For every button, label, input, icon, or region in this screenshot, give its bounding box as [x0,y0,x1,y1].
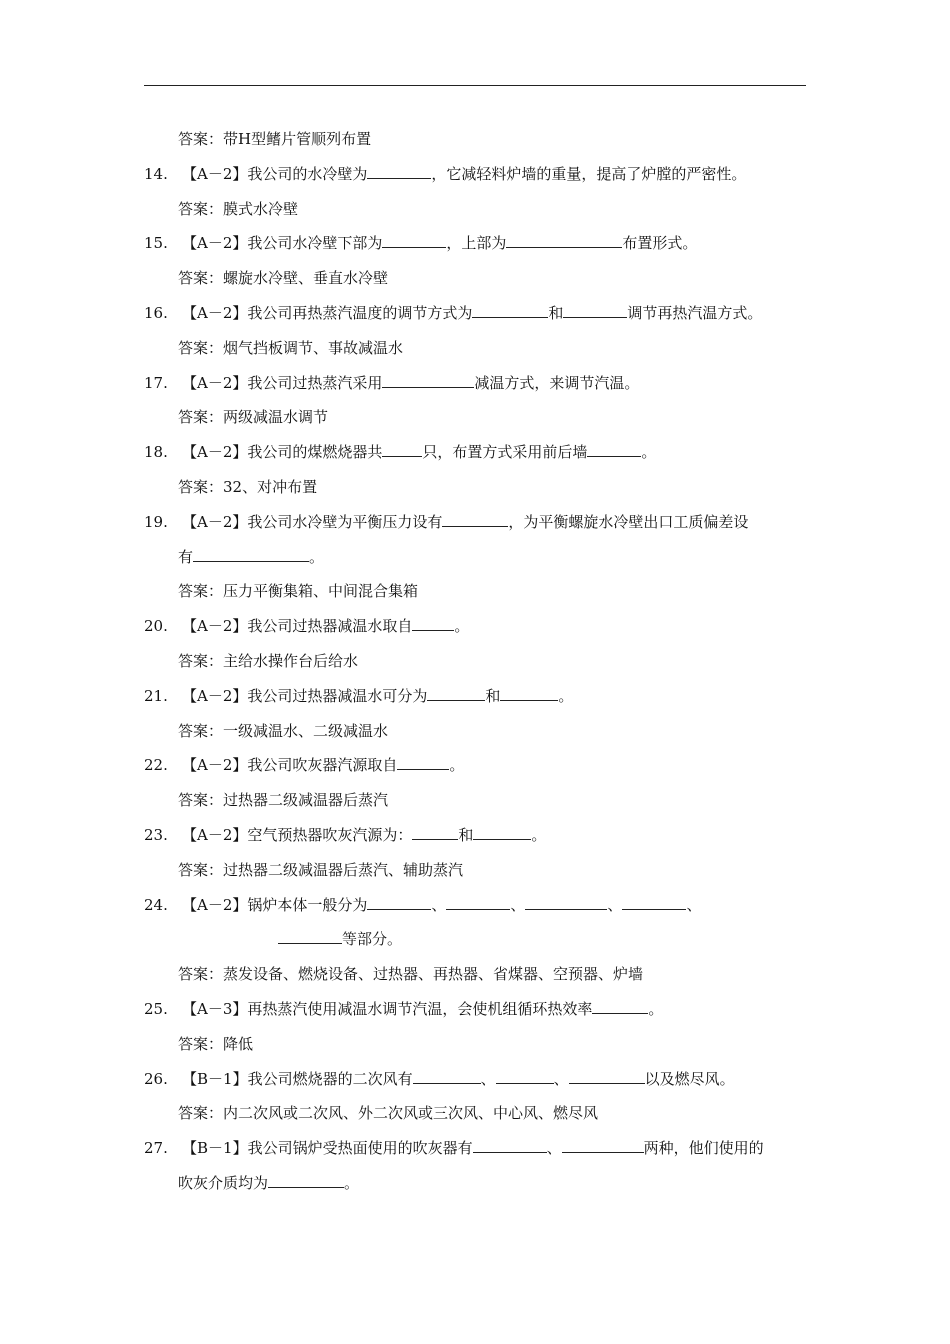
answer-line [0,261,950,296]
question-list [0,122,950,1201]
question-number: 22. [144,756,168,775]
question-line [0,435,950,470]
fill-in-blank [427,686,485,701]
question-number: 27. [144,1139,168,1158]
fill-in-blank [563,303,627,318]
answer-line [0,331,950,366]
text-segment: 、 [480,1069,496,1088]
fill-in-blank [412,825,458,840]
fill-in-blank [412,616,454,631]
answer-text: 答案：一级减温水、二级减温水 [178,721,389,740]
question-text [182,435,656,470]
answer-line [0,1096,950,1131]
answer-line [0,1027,950,1062]
answer-line [0,192,950,227]
answer-line [0,957,950,992]
text-segment: 有 [178,547,194,566]
text-segment: 【A－2】我公司的煤燃烧器共 [182,443,383,462]
fill-in-blank [268,1173,344,1188]
text-segment: 两种，他们使用的 [643,1139,764,1158]
question-text [182,679,573,714]
question-number: 19. [144,512,168,531]
answer-text: 答案：两级减温水调节 [178,408,329,427]
question-line [0,296,950,331]
question-line [0,226,950,261]
text-segment: 【A－3】再热蒸汽使用减温水调节汽温，会使机组循环热效率 [182,999,593,1018]
question-continuation [0,922,950,957]
question-number: 18. [144,443,168,462]
text-segment: 、 [431,895,447,914]
answer-line [0,783,950,818]
fill-in-blank [382,442,422,457]
fill-in-blank [525,894,607,909]
question-line [0,748,950,783]
answer-text: 答案：32、对冲布置 [178,477,318,496]
question-line [0,609,950,644]
question-text [182,1131,764,1166]
question-text [182,748,464,783]
text-segment: 、 [546,1139,562,1158]
continuation-text [178,1166,359,1201]
fill-in-blank [587,442,641,457]
answer-text: 答案：烟气挡板调节、事故减温水 [178,338,404,357]
text-segment: ，上部为 [446,234,507,253]
text-segment: 吹灰介质均为 [178,1173,269,1192]
answer-line [0,644,950,679]
question-text [182,296,762,331]
continuation-text [278,922,402,957]
answer-text: 答案：过热器二级减温器后蒸汽、辅助蒸汽 [178,860,464,879]
fill-in-blank [367,894,431,909]
question-line [0,992,950,1027]
answer-text: 答案：膜式水冷壁 [178,199,299,218]
answer-text: 答案：螺旋水冷壁、垂直水冷壁 [178,269,389,288]
question-line [0,157,950,192]
text-segment: 【A－2】我公司的水冷壁为 [182,164,368,183]
text-segment: 【B－1】我公司锅炉受热面使用的吹灰器有 [182,1139,473,1158]
question-text [182,818,546,853]
fill-in-blank [622,894,686,909]
text-segment: 【A－2】我公司过热器减温水取自 [182,617,413,636]
fill-in-blank [193,546,309,561]
fill-in-blank [562,1138,644,1153]
answer-text: 答案：过热器二级减温器后蒸汽 [178,791,389,810]
question-number: 14. [144,164,168,183]
question-number: 16. [144,303,168,322]
text-segment: 和 [485,686,501,705]
text-segment: 以及燃尽风。 [644,1069,735,1088]
question-line [0,679,950,714]
question-continuation [0,540,950,575]
fill-in-blank [382,372,474,387]
fill-in-blank [569,1068,645,1083]
text-segment: 【A－2】我公司过热器减温水可分为 [182,686,428,705]
text-segment: ，它减轻料炉墙的重量，提高了炉膛的严密性。 [431,164,747,183]
question-text [182,888,701,923]
text-segment: 、 [510,895,526,914]
text-segment: 、 [607,895,623,914]
answer-text: 答案：压力平衡集箱、中间混合集箱 [178,582,419,601]
question-text [182,226,697,261]
question-number: 15. [144,234,168,253]
answer-text: 答案：带H型鳍片管顺列布置 [178,130,372,148]
text-segment: 。 [454,617,470,636]
answer-text: 答案：内二次风或二次风、外二次风或三次风、中心风、燃尽风 [178,1104,599,1123]
text-segment: 。 [558,686,574,705]
fill-in-blank [472,303,548,318]
question-number: 25. [144,999,168,1018]
text-segment: 【A－2】我公司过热蒸汽采用 [182,373,383,392]
text-segment: 。 [309,547,325,566]
question-line [0,366,950,401]
question-number: 26. [144,1069,168,1088]
text-segment: 减温方式，来调节汽温。 [474,373,640,392]
question-text [182,609,469,644]
answer-line [0,714,950,749]
continuation-text [178,540,324,575]
answer-line [0,122,950,157]
fill-in-blank [413,1068,481,1083]
text-segment: 【A－2】我公司再热蒸汽温度的调节方式为 [182,303,473,322]
fill-in-blank [442,512,508,527]
answer-text: 答案：蒸发设备、燃烧设备、过热器、再热器、省煤器、空预器、炉墙 [178,965,644,984]
fill-in-blank [473,825,531,840]
question-number: 24. [144,895,168,914]
text-segment: 布置形式。 [622,234,698,253]
question-text [182,157,746,192]
text-segment: 。 [531,825,547,844]
question-number: 21. [144,686,168,705]
question-continuation [0,1166,950,1201]
fill-in-blank [496,1068,554,1083]
fill-in-blank [367,164,431,179]
question-number: 17. [144,373,168,392]
fill-in-blank [473,1138,547,1153]
answer-text: 答案：降低 [178,1034,254,1053]
question-line [0,505,950,540]
text-segment: ，为平衡螺旋水冷壁出口工质偏差设 [508,512,749,531]
answer-line [0,400,950,435]
question-text [182,505,748,540]
text-segment: 调节再热汽温方式。 [627,303,763,322]
text-segment: 【A－2】空气预热器吹灰汽源为： [182,825,413,844]
text-segment: 【A－2】我公司吹灰器汽源取自 [182,756,398,775]
text-segment: 。 [641,443,657,462]
question-line [0,1062,950,1097]
fill-in-blank [446,894,510,909]
question-text [182,1062,735,1097]
text-segment: 、 [553,1069,569,1088]
text-segment: 。 [344,1173,360,1192]
question-line [0,818,950,853]
fill-in-blank [278,929,342,944]
question-number: 20. [144,617,168,636]
question-line [0,888,950,923]
answer-line [0,853,950,888]
text-segment: 等部分。 [342,930,403,949]
fill-in-blank [592,999,648,1014]
fill-in-blank [500,686,558,701]
header-rule [144,85,806,86]
question-text [182,992,663,1027]
text-segment: 只，布置方式采用前后墙 [422,443,588,462]
text-segment: 【B－1】我公司燃烧器的二次风有 [182,1069,413,1088]
text-segment: 。 [648,999,664,1018]
question-line [0,1131,950,1166]
fill-in-blank [382,233,446,248]
text-segment: 【A－2】我公司水冷壁为平衡压力设有 [182,512,443,531]
answer-text: 答案：主给水操作台后给水 [178,651,359,670]
text-segment: 和 [458,825,474,844]
text-segment: 。 [449,756,465,775]
question-text [182,366,639,401]
text-segment: 【A－2】锅炉本体一般分为 [182,895,368,914]
fill-in-blank [397,755,449,770]
answer-line [0,470,950,505]
fill-in-blank [506,233,622,248]
answer-line [0,574,950,609]
text-segment: 【A－2】我公司水冷壁下部为 [182,234,383,253]
text-segment: 和 [548,303,564,322]
question-number: 23. [144,825,168,844]
text-segment: 、 [686,895,702,914]
